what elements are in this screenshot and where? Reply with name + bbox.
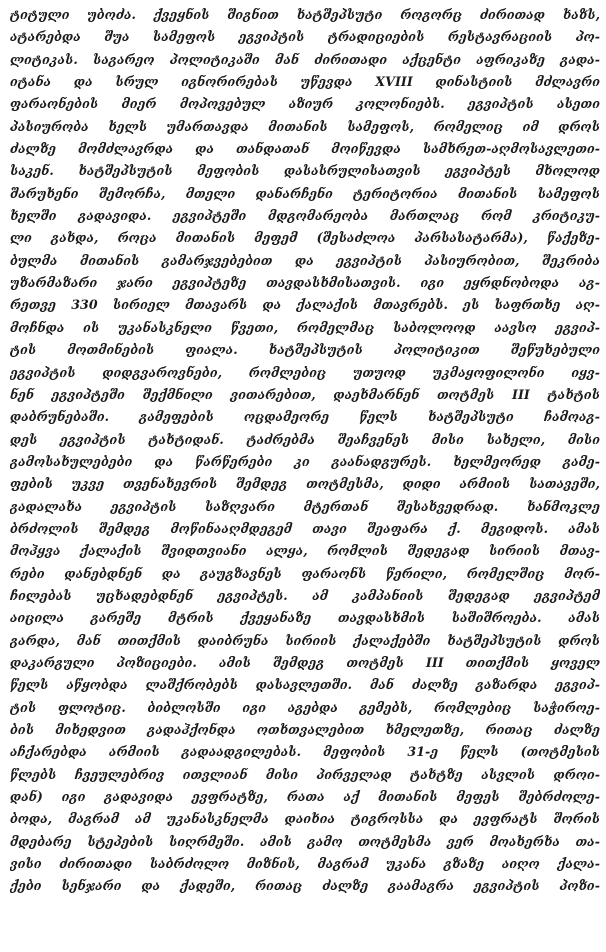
text-line: ვისი ძირითადი საბრძოლო მიზნის, მაგრამ უკანა გზაზე აიღო ქალა-	[10, 856, 600, 872]
document-page	[10, 4, 600, 948]
text-line: უზარმაზარი ჯარი ეგვიპტეზე თავდასხმისათვის. იგი ეყრდნობოდა აგ-	[10, 275, 600, 291]
text-line: დეს ეგვიპტის ტახტიდან. ტაძრებმა შეაჩვენეს მისი სახელი, მისი	[10, 431, 600, 447]
text-line: ნენ ეგვიპტეში შექმნილი ვითარებით, დაეხმარნენ თოტმეს III ტახტის	[10, 386, 600, 402]
text-line: დან) იგი გადავიდა ევფრატზე, რათა აქ მითანის მეფეს შებრძოლე-	[10, 789, 600, 805]
text-line: წლებს ჩვეულებრივ ითვლიან მისი პირველად ტახტზე ასვლის დროი-	[10, 766, 600, 782]
text-line: რეთვე 330 სირიელ მთავარს და ქალაქის მთავრებს. ეს საფრთხე აღ-	[10, 297, 600, 313]
text-line: ლი გახდა, როცა მითანის მეფემ (შესაძლოა პარსასატარმა), წაქეზე-	[10, 230, 600, 246]
text-line: იტანა და სრულ იგნორირებას უწევდა XVIII დინასტიის მძლავრი	[10, 74, 600, 90]
text-line: ძალზე მომძლავრდა და თანდათან მოიწევდა სამხრეთ-აღმოსავლეთი-	[10, 141, 600, 157]
text-line: ლიტიკას. საგარეო პოლიტიკაში მან ძირითადი აქცენტი აფრიკაზე გადა-	[10, 51, 600, 67]
text-line: აჩქარებდა არმიის გადაადგილებას. მეფობის 31-ე წელს (თოტმესის	[10, 744, 600, 760]
text-line: ბის მიხედვით გადაჰქონდა ოთხთვალებით ხმელეთზე, რითაც ძალზე	[10, 722, 600, 737]
text-line: ბოდა, მაგრამ ამ უკანასკნელმა დაიხია ტიგროსსა და ევფრატს შორის	[10, 811, 600, 827]
text-line: ატარებდა შუა სამეფოს ეგვიპტის ტრადიციების რესტავრაციის პო-	[10, 29, 600, 45]
text-line: ხელში გადავიდა. ეგვიპტეში მდგომარეობა მართლაც რომ კრიტიკუ-	[10, 208, 600, 224]
text-line: მდებარე სტეპების სიღრმეში. ამის გამო თოტმესმა ვერ მოახერხა თა-	[10, 833, 600, 849]
text-line: შარუხენი შემორჩა, მთელი დანარჩენი ტერიტორია მითანის სამეფოს	[10, 185, 600, 201]
text-line: ფების უკვე თვენახევრის შემდეგ თოტმესმა, დიდი არმიის სათავეში,	[10, 476, 600, 492]
text-line: პასიურობა ხელს უმართავდა მითანის სამეფოს, რომელიც იმ დროს	[10, 118, 600, 134]
text-line: ტის მოთმინების ფიალა. ხატშეპსუტის პოლიტიკით შეწუხებული	[10, 342, 600, 358]
text-line: წელს აწყობდა ლაშქრობებს დასავლეთში. მან ძალზე გაზარდა ეგვიპ-	[10, 677, 600, 693]
text-line: ტის ფლოტიც. ბიბლოსში იგი აგებდა გემებს, რომლებიც საჭიროე-	[10, 699, 600, 715]
text-line: ქები სენჯარი და ქადეში, რითაც ძალზე გაამაგრა ეგვიპტის პოზი-	[10, 878, 600, 894]
text-line: ეგვიპტის დიდგვაროვნები, რომლებიც უთუოდ უკმაყოფილონი იყვ-	[10, 364, 600, 380]
text-line: საკენ. ხატშეპსუტის მეფობის დასასრულისათვის ეგვიპტეს მხოლოდ	[10, 163, 600, 179]
body-text	[10, 4, 600, 898]
text-line: რები დანებდნენ და გაუგზავნეს ფარაონს წერილი, რომელშიც მორ-	[10, 565, 600, 581]
text-line: გადალახა ეგვიპტის საზღვარი მტერთან შესახვედრად. ხანმოკლე	[10, 498, 600, 514]
text-line: აიცილა გარეშე მტრის ქვეყანაზე თავდასხმის საშიშროება. ამას	[10, 610, 600, 626]
text-line: ჩილებას უცხადებდნენ ეგვიპტეს. ამ კამპანიის შედეგად ეგვიპტემ	[10, 587, 600, 603]
text-line: დაბრუნებაში. გამეფების ოცდამეორე წელს ხატშეპსუტი ჩამოაგ-	[10, 409, 600, 425]
text-line: მოჩნდა ის უკანასკნელი წვეთი, რომელმაც საბოლოოდ აავსო ეგვიპ-	[10, 319, 600, 335]
text-line: გამოსახულებები და წარწერები კი გაანადგურეს. ხელმეორედ გამე-	[10, 453, 600, 469]
text-line: ბულმა მითანის გამარჯვებებით და ეგვიპტის პასიურობით, შეკრიბა	[10, 252, 600, 268]
text-line: დაკარგული პოზიციები. ამის შემდეგ თოტმეს III თითქმის ყოველ	[10, 654, 600, 670]
text-line: ბრძოლის შემდეგ მოწინააღმდეგემ თავი შეაფარა ქ. მეგიდოს. ამას	[10, 520, 600, 536]
text-line: ტიტული უბოძა. ქვეყნის შიგნით ხატშეპსუტი როგორც ძირითად ხაზს,	[10, 7, 600, 22]
text-line: გარდა, მან თითქმის დაიბრუნა სირიის ქალაქებში ხატშეპსუტის დროს	[10, 632, 600, 648]
text-line: მოჰყვა ქალაქის შვიდთვიანი ალყა, რომლის შედეგად სირიის მთავ-	[10, 543, 600, 559]
text-line: ფარაონების მიერ მოპოვებულ აზიურ კოლონიებს. ეგვიპტის ასეთი	[10, 96, 600, 112]
